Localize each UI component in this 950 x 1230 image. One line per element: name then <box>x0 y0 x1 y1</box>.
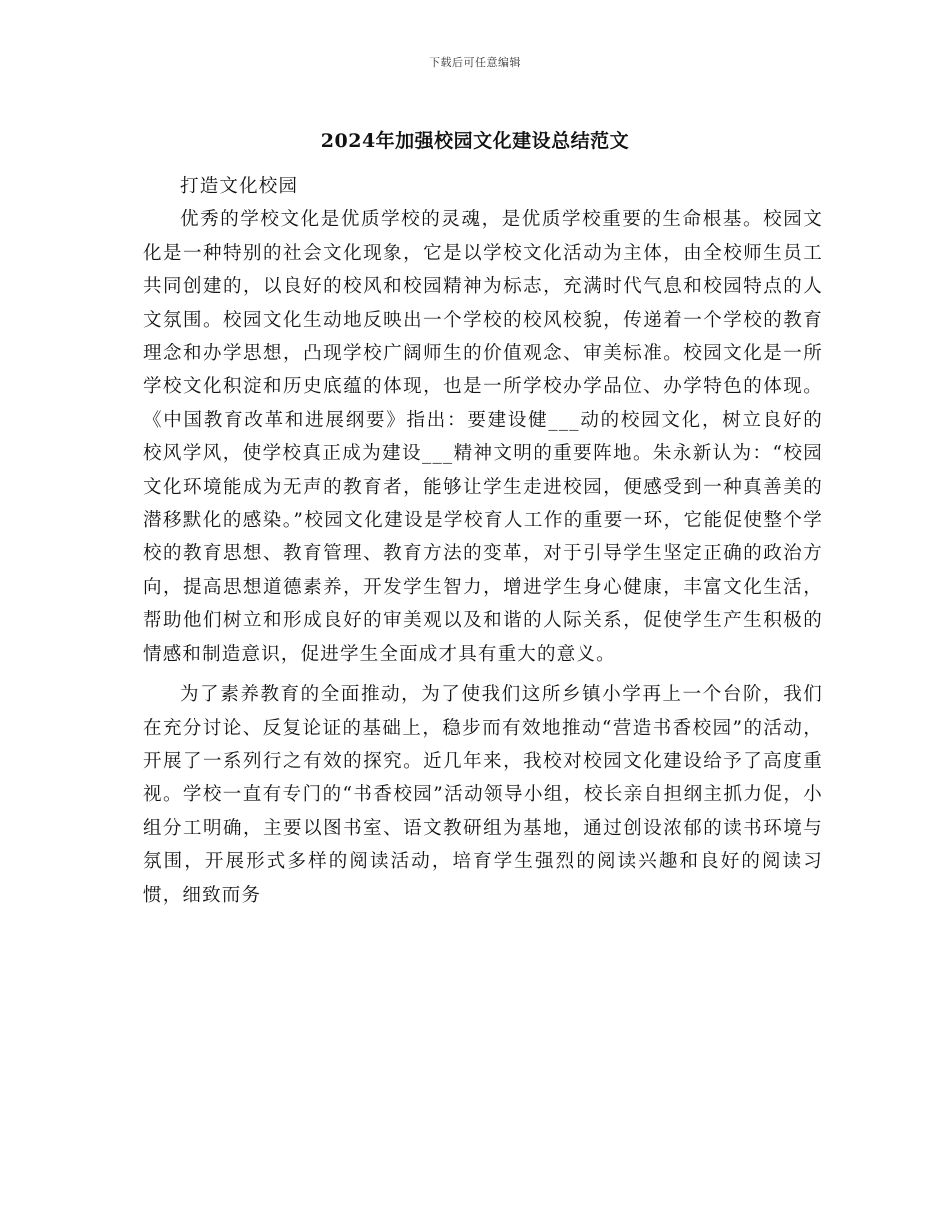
document-body <box>143 170 823 912</box>
page-header-note: 下载后可任意编辑 <box>429 56 521 69</box>
body-paragraph: 优秀的学校文化是优质学校的灵魂，是优质学校重要的生命根基。校园文化是一种特别的社会文化现象，它是以学校文化活动为主体，由全校师生员工共同创建的，以良好的校风和校园精神为标志，充满时代气息和校园特点的人文氛围。校园文化生动地反映出一个学校的校风校貌，传递着一个学校的教育理念和办学思想，凸现学校广阔师生的价值观念、审美标准。校园文化是一所学校文化积淀和历史底蕴的体现，也是一所学校办学品位、办学特色的体现。《中国教育改革和进展纲要》指出：要建设健___动的校园文化，树立良好的校风学风，使学校真正成为建设___精神文明的重要阵地。朱永新认为：“校园文化环境能成为无声的教育者，能够让学生走进校园，便感受到一种真善美的潜移默化的感染。”校园文化建设是学校育人工作的重要一环，它能促使整个学校的教育思想、教育管理、教育方法的变革，对于引导学生坚定正确的政治方向，提高思想道德素养，开发学生智力，增进学生身心健康，丰富文化生活，帮助他们树立和形成良好的审美观以及和谐的人际关系，促使学生产生积极的情感和制造意识，促进学生全面成才具有重大的意义。 <box>143 209 823 665</box>
document-title: 2024年加强校园文化建设总结范文 <box>320 130 630 152</box>
section-heading: 打造文化校园 <box>180 176 299 197</box>
body-paragraph: 为了素养教育的全面推动，为了使我们这所乡镇小学再上一个台阶，我们在充分讨论、反复论证的基础上，稳步而有效地推动“营造书香校园”的活动，开展了一系列行之有效的探究。近几年来，我校对校园文化建设给予了高度重视。学校一直有专门的“书香校园”活动领导小组，校长亲自担纲主抓力促，小组分工明确，主要以图书室、语文教研组为基地，通过创设浓郁的读书环境与氛围，开展形式多样的阅读活动，培育学生强烈的阅读兴趣和良好的阅读习惯，细致而务 <box>143 684 823 906</box>
